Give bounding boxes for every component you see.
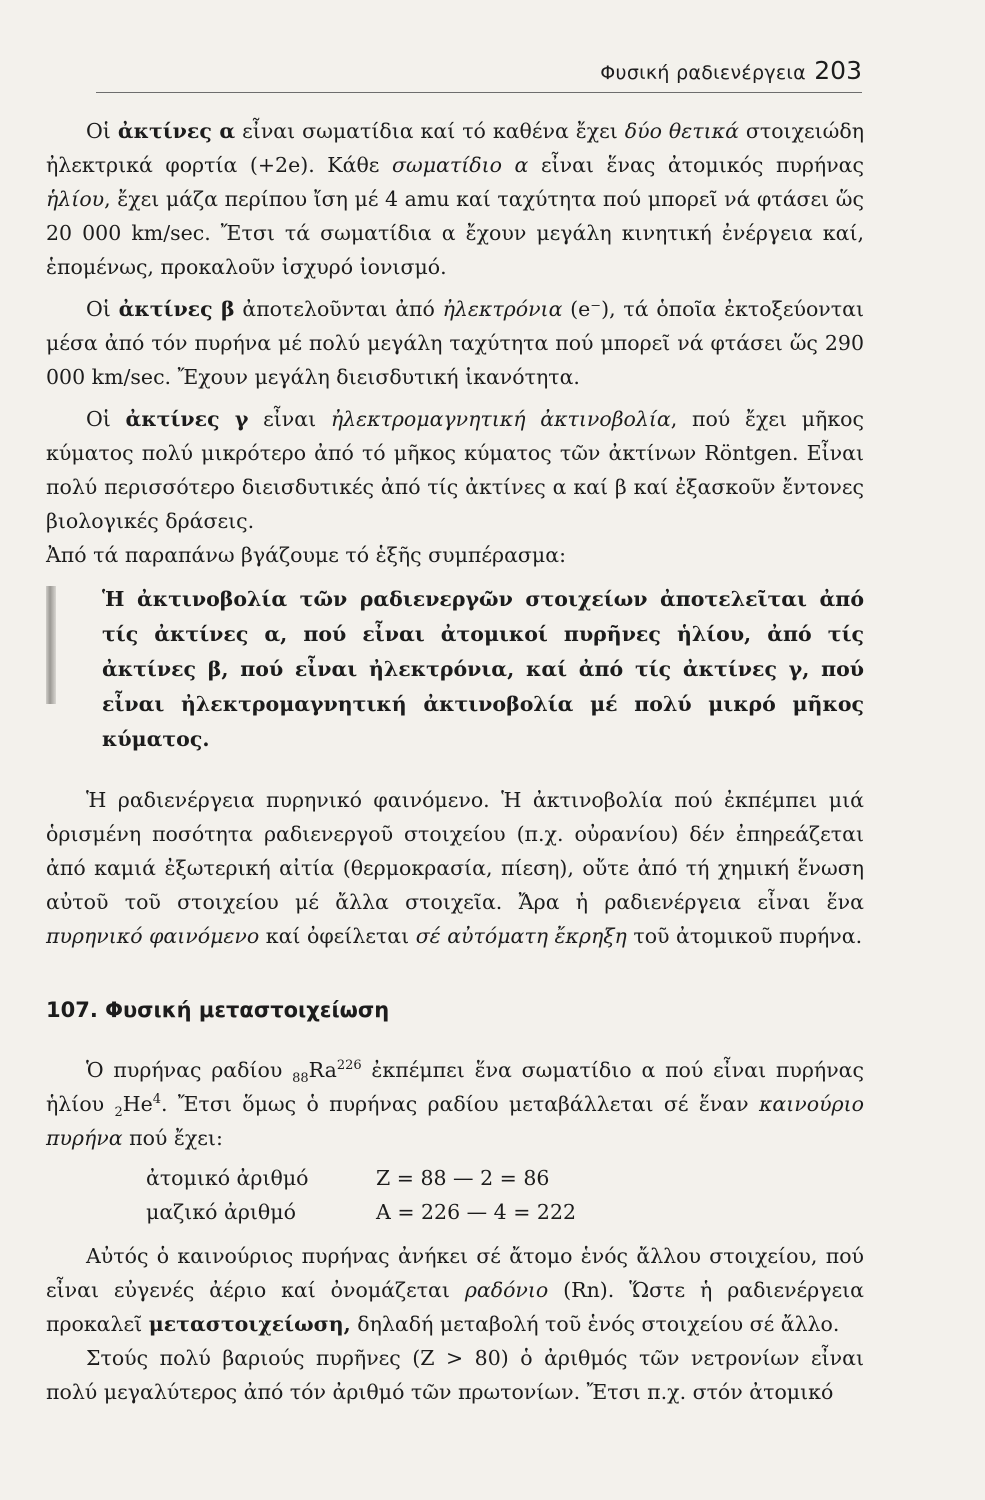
- summary-marker-bar: [46, 586, 56, 704]
- summary-box: [46, 582, 864, 757]
- paragraph-heavy-nuclei: Στούς πολύ βαριούς πυρῆνες (Z > 80) ὁ ἀριθμός τῶν νετρονίων εἶναι πολύ μεγαλύτερος ἀπό τόν ἀριθμό τῶν πρωτονίων. Ἔτσι π.χ. στόν ἀτομικό: [46, 1346, 864, 1404]
- calc-label: ἀτομικό ἀριθμό: [146, 1166, 309, 1190]
- paragraph-radon: Αὐτός ὁ καινούριος πυρήνας ἀνήκει σέ ἄτομο ἑνός ἄλλου στοιχείου, πού εἶναι εὐγενές ἀέριο καί ὀνομάζεται ραδόνιο (Rn). Ὥστε ἡ ραδιενέργεια προκαλεῖ μεταστοιχείωση, δηλαδή μεταβολή τοῦ ἑνός στοιχείου σέ ἄλλο.: [46, 1244, 864, 1336]
- calc-row: [46, 1195, 864, 1229]
- calc-equation: Z = 88 — 2 = 86: [376, 1166, 550, 1190]
- running-header: [96, 52, 862, 93]
- paragraph-beta-rays: Οἱ ἀκτίνες β ἀποτελοῦνται ἀπό ἠλεκτρόνια (e⁻), τά ὁποῖα ἐκτοξεύονται μέσα ἀπό τόν πυρήνα μέ πολύ μεγάλη ταχύτητα πού μπορεῖ νά φτάσει ὥς 290 000 km/sec. Ἔχουν μεγάλη διεισδυτική ἱκανότητα.: [46, 297, 864, 389]
- conclusion-intro: Ἀπό τά παραπάνω βγάζουμε τό ἑξῆς συμπέρασμα:: [46, 543, 566, 567]
- summary-text: Ἡ ἀκτινοβολία τῶν ραδιενεργῶν στοιχείων ἀποτελεῖται ἀπό τίς ἀκτίνες α, πού εἶναι ἀτομικοί πυρῆνες ἡλίου, ἀπό τίς ἀκτίνες β, πού εἶναι ἠλεκτρόνια, καί ἀπό τίς ἀκτίνες γ, πού εἶναι ἠλεκτρομαγνητική ἀκτινοβολία μέ πολύ μικρό μῆκος κύματος.: [102, 587, 864, 751]
- calc-row: [46, 1161, 864, 1195]
- calc-label: μαζικό ἀριθμό: [146, 1200, 296, 1224]
- page-body: [46, 114, 864, 1409]
- running-title: Φυσική ραδιενέργεια: [600, 62, 806, 84]
- paragraph-alpha-rays: Οἱ ἀκτίνες α εἶναι σωματίδια καί τό καθένα ἔχει δύο θετικά στοιχειώδη ἠλεκτρικά φορτία (+2e). Κάθε σωματίδιο α εἶναι ἕνας ἀτομικός πυρήνας ἡλίου, ἔχει μάζα περίπου ἴση μέ 4 amu καί ταχύτητα πού μπορεῖ νά φτάσει ὥς 20 000 km/sec. Ἔτσι τά σωματίδια α ἔχουν μεγάλη κινητική ἐνέργεια καί, ἑπομένως, προκαλοῦν ἰσχυρό ἰονισμό.: [46, 119, 865, 279]
- calc-equation: A = 226 — 4 = 222: [376, 1200, 577, 1224]
- section-heading: 107. Φυσική μεταστοιχείωση: [46, 998, 390, 1022]
- calculation-block: [46, 1161, 864, 1229]
- paragraph-nuclear-phenomenon: Ἡ ραδιενέργεια πυρηνικό φαινόμενο. Ἡ ἀκτινοβολία πού ἐκπέμπει μιά ὁρισμένη ποσότητα ραδιενεργοῦ στοιχείου (π.χ. οὐρανίου) δέν ἐπηρεάζεται ἀπό καμιά ἐξωτερική αἰτία (θερμοκρασία, πίεση), οὔτε ἀπό τή χημική ἕνωση αὐτοῦ τοῦ στοιχείου μέ ἄλλα στοιχεῖα. Ἄρα ἡ ραδιενέργεια εἶναι ἕνα πυρηνικό φαινόμενο καί ὀφείλεται σέ αὐτόματη ἔκρηξη τοῦ ἀτομικοῦ πυρήνα.: [46, 788, 864, 948]
- paragraph-radium-decay: Ὁ πυρήνας ραδίου $_{88}Ra^{226}$ ἐκπέμπει ἕνα σωματίδιο α πού εἶναι πυρήνας ἡλίου $_2He^4$. Ἔτσι ὅμως ὁ πυρήνας ραδίου μεταβάλλεται σέ ἕναν καινούριο πυρήνα πού ἔχει:: [46, 1058, 864, 1150]
- page-number: 203: [814, 56, 862, 85]
- paragraph-gamma-rays: Οἱ ἀκτίνες γ εἶναι ἠλεκτρομαγνητική ἀκτινοβολία, πού ἔχει μῆκος κύματος πολύ μικρότερο ἀπό τό μῆκος κύματος τῶν ἀκτίνων Röntgen. Εἶναι πολύ περισσότερο διεισδυτικές ἀπό τίς ἀκτίνες α καί β καί ἐξασκοῦν ἔντονες βιολογικές δράσεις.: [46, 407, 864, 533]
